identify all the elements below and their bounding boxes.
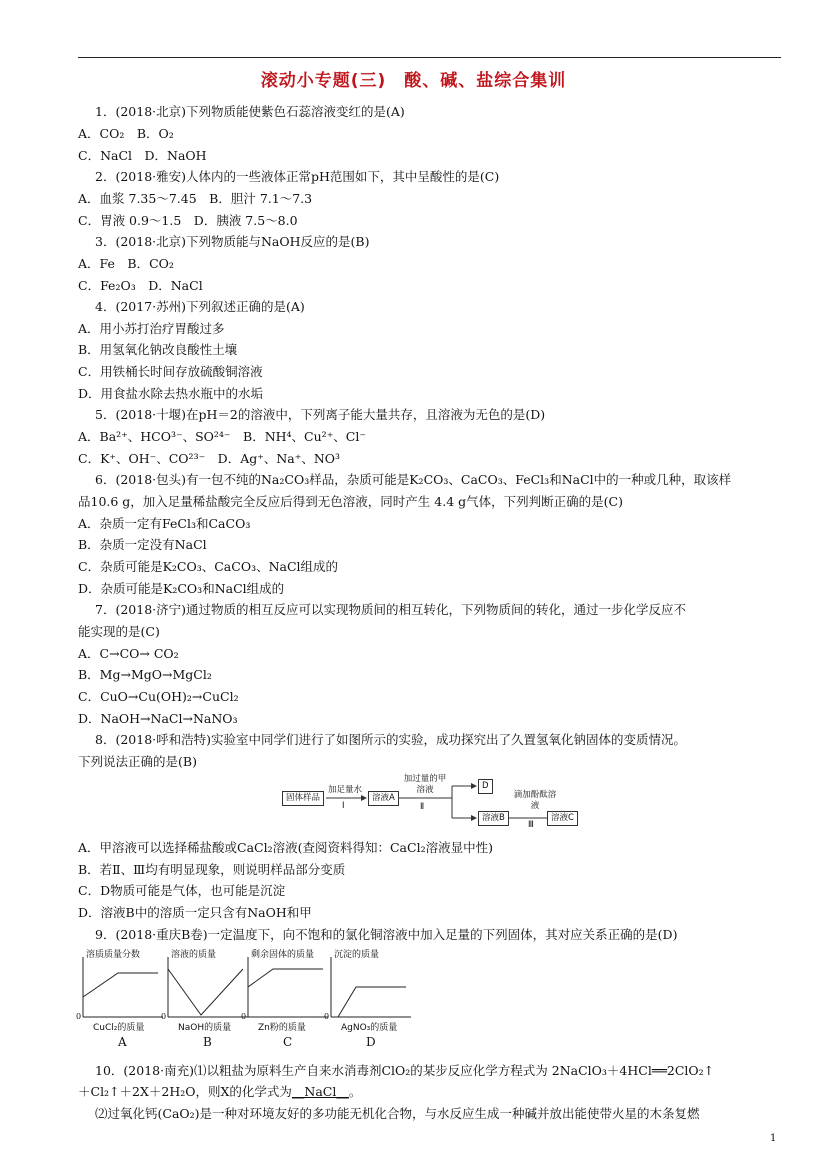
step2-label: 加过量的甲溶液 <box>403 774 447 795</box>
q9-graphs <box>78 947 418 1055</box>
step1-label: 加足量水 <box>328 785 363 795</box>
top-rule <box>78 57 781 58</box>
box-solution-b: 溶液B <box>478 811 509 826</box>
box-solution-c: 溶液C <box>547 811 578 826</box>
q7-option-b: B．Mg→MgO→MgCl₂ <box>78 667 212 682</box>
graph-c-origin: 0 <box>241 1012 247 1021</box>
q8-stem-2: 下列说法正确的是(B) <box>78 754 197 769</box>
q3-stem: 3．(2018·北京)下列物质能与NaOH反应的是(B) <box>95 234 370 249</box>
graph-a-origin: 0 <box>76 1012 82 1021</box>
q8-option-d: D．溶液B中的溶质一定只含有NaOH和甲 <box>78 905 312 920</box>
q8-option-b: B．若Ⅱ、Ⅲ均有明显现象，则说明样品部分变质 <box>78 862 346 877</box>
graph-b-xlabel: NaOH的质量 <box>178 1023 232 1033</box>
q7-option-c: C．CuO→Cu(OH)₂→CuCl₂ <box>78 689 239 704</box>
graph-b-plot <box>163 947 253 1027</box>
q4-option-c: C．用铁桶长时间存放硫酸铜溶液 <box>78 364 263 379</box>
graph-c-xlabel: Zn粉的质量 <box>258 1023 306 1033</box>
q6-stem-2: 品10.6 g，加入足量稀盐酸完全反应后得到无色溶液，同时产生 4.4 g气体，下列判断正确的是(C) <box>78 494 623 509</box>
step2-number: Ⅱ <box>420 802 425 812</box>
q10-part2: ⑵过氧化钙(CaO₂)是一种对环境友好的多功能无机化合物，与水反应生成一种碱并放出能使带火星的木条复燃 <box>95 1106 700 1121</box>
graph-a-plot <box>78 947 168 1027</box>
graph-a <box>78 947 168 1055</box>
q4-option-b: B．用氢氧化钠改良酸性土壤 <box>78 342 238 357</box>
q6-option-a: A．杂质一定有FeCl₃和CaCO₃ <box>78 516 251 531</box>
q1-options-cd: C．NaCl D．NaOH <box>78 148 207 163</box>
graph-d-plot <box>326 947 416 1027</box>
q4-option-d: D．用食盐水除去热水瓶中的水垢 <box>78 386 264 401</box>
q5-stem: 5．(2018·十堰)在pH＝2的溶液中，下列离子能大量共存，且溶液为无色的是(D) <box>95 407 546 422</box>
q3-options-ab: A．Fe B．CO₂ <box>78 256 174 271</box>
q8-stem-1: 8．(2018·呼和浩特)实验室中同学们进行了如图所示的实验，成功探究出了久置氢氧化钠固体的变质情况。 <box>95 732 686 747</box>
graph-a-letter: A <box>118 1035 127 1049</box>
q5-options-ab: A．Ba²⁺、HCO³⁻、SO²⁴⁻ B．NH⁴、Cu²⁺、Cl⁻ <box>78 429 366 444</box>
q9-stem: 9．(2018·重庆B卷)一定温度下，向不饱和的氯化铜溶液中加入足量的下列固体，其对应关系正确的是(D) <box>95 927 678 942</box>
page-number: 1 <box>770 1133 777 1144</box>
q5-options-cd: C．K⁺、OH⁻、CO²³⁻ D．Ag⁺、Na⁺、NO³ <box>78 451 341 466</box>
step1-number: Ⅰ <box>342 801 345 811</box>
q2-stem: 2．(2018·雅安)人体内的一些液体正常pH范围如下，其中呈酸性的是(C) <box>95 169 500 184</box>
q7-stem-1: 7．(2018·济宁)通过物质的相互反应可以实现物质间的相互转化，下列物质间的转化，通过一步化学反应不 <box>95 602 686 617</box>
q6-option-c: C．杂质可能是K₂CO₃、CaCO₃、NaCl组成的 <box>78 559 339 574</box>
graph-d-ylabel: 沉淀的质量 <box>334 950 380 960</box>
q1-options-ab: A．CO₂ B．O₂ <box>78 126 174 141</box>
box-d: D <box>478 779 493 794</box>
q1-stem: 1．(2018·北京)下列物质能使紫色石蕊溶液变红的是(A) <box>95 104 405 119</box>
graph-d-xlabel: AgNO₃的质量 <box>341 1023 398 1033</box>
q8-option-c: C．D物质可能是气体，也可能是沉淀 <box>78 883 286 898</box>
q6-option-d: D．杂质可能是K₂CO₃和NaCl组成的 <box>78 581 285 596</box>
step3-number: Ⅲ <box>528 820 534 830</box>
graph-b-ylabel: 溶液的质量 <box>171 950 217 960</box>
graph-c-letter: C <box>283 1035 293 1049</box>
q10-stem-2-text: ＋Cl₂↑＋2X＋2H₂O，则X的化学式为 <box>78 1084 292 1099</box>
graph-c <box>243 947 333 1055</box>
graph-a-ylabel: 溶质质量分数 <box>86 950 141 960</box>
graph-a-xlabel: CuCl₂的质量 <box>93 1023 145 1033</box>
q10-answer: __NaCl__ <box>291 1084 349 1099</box>
q10-stem-2-end: 。 <box>348 1084 362 1099</box>
q3-options-cd: C．Fe₂O₃ D．NaCl <box>78 278 203 293</box>
q6-option-b: B．杂质一定没有NaCl <box>78 537 207 552</box>
q8-option-a: A．甲溶液可以选择稀盐酸或CaCl₂溶液(查阅资料得知：CaCl₂溶液显中性) <box>78 840 493 855</box>
graph-b-origin: 0 <box>161 1012 167 1021</box>
graph-b <box>163 947 253 1055</box>
q2-options-ab: A．血浆 7.35～7.45 B．胆汁 7.1～7.3 <box>78 191 313 206</box>
q10-stem-2 <box>78 1084 361 1100</box>
q8-flow-diagram <box>282 776 582 834</box>
step3-label: 滴加酚酞溶液 <box>513 790 557 811</box>
page-title: 滚动小专题(三) 酸、碱、盐综合集训 <box>260 71 567 91</box>
q7-option-d: D．NaOH→NaCl→NaNO₃ <box>78 711 238 726</box>
q2-options-cd: C．胃液 0.9～1.5 D．胰液 7.5～8.0 <box>78 213 298 228</box>
graph-d-origin: 0 <box>324 1012 330 1021</box>
q4-stem: 4．(2017·苏州)下列叙述正确的是(A) <box>95 299 305 314</box>
q7-stem-2: 能实现的是(C) <box>78 624 160 639</box>
graph-b-letter: B <box>203 1035 212 1049</box>
box-solid-sample: 固体样品 <box>282 791 324 806</box>
q10-stem-1: 10．(2018·南充)⑴以粗盐为原料生产自来水消毒剂ClO₂的某步反应化学方程式为 2NaClO₃＋4HCl══2ClO₂↑ <box>95 1063 715 1078</box>
q4-option-a: A．用小苏打治疗胃酸过多 <box>78 321 225 336</box>
graph-c-plot <box>243 947 333 1027</box>
graph-d-letter: D <box>366 1035 376 1049</box>
q7-option-a: A．C→CO→ CO₂ <box>78 646 179 661</box>
q6-stem-1: 6．(2018·包头)有一包不纯的Na₂CO₃样品，杂质可能是K₂CO₃、CaCO₃、FeCl₃和NaCl中的一种或几种，取该样 <box>95 472 732 487</box>
box-solution-a: 溶液A <box>368 791 399 806</box>
graph-c-ylabel: 剩余固体的质量 <box>251 950 315 960</box>
graph-d <box>326 947 416 1055</box>
